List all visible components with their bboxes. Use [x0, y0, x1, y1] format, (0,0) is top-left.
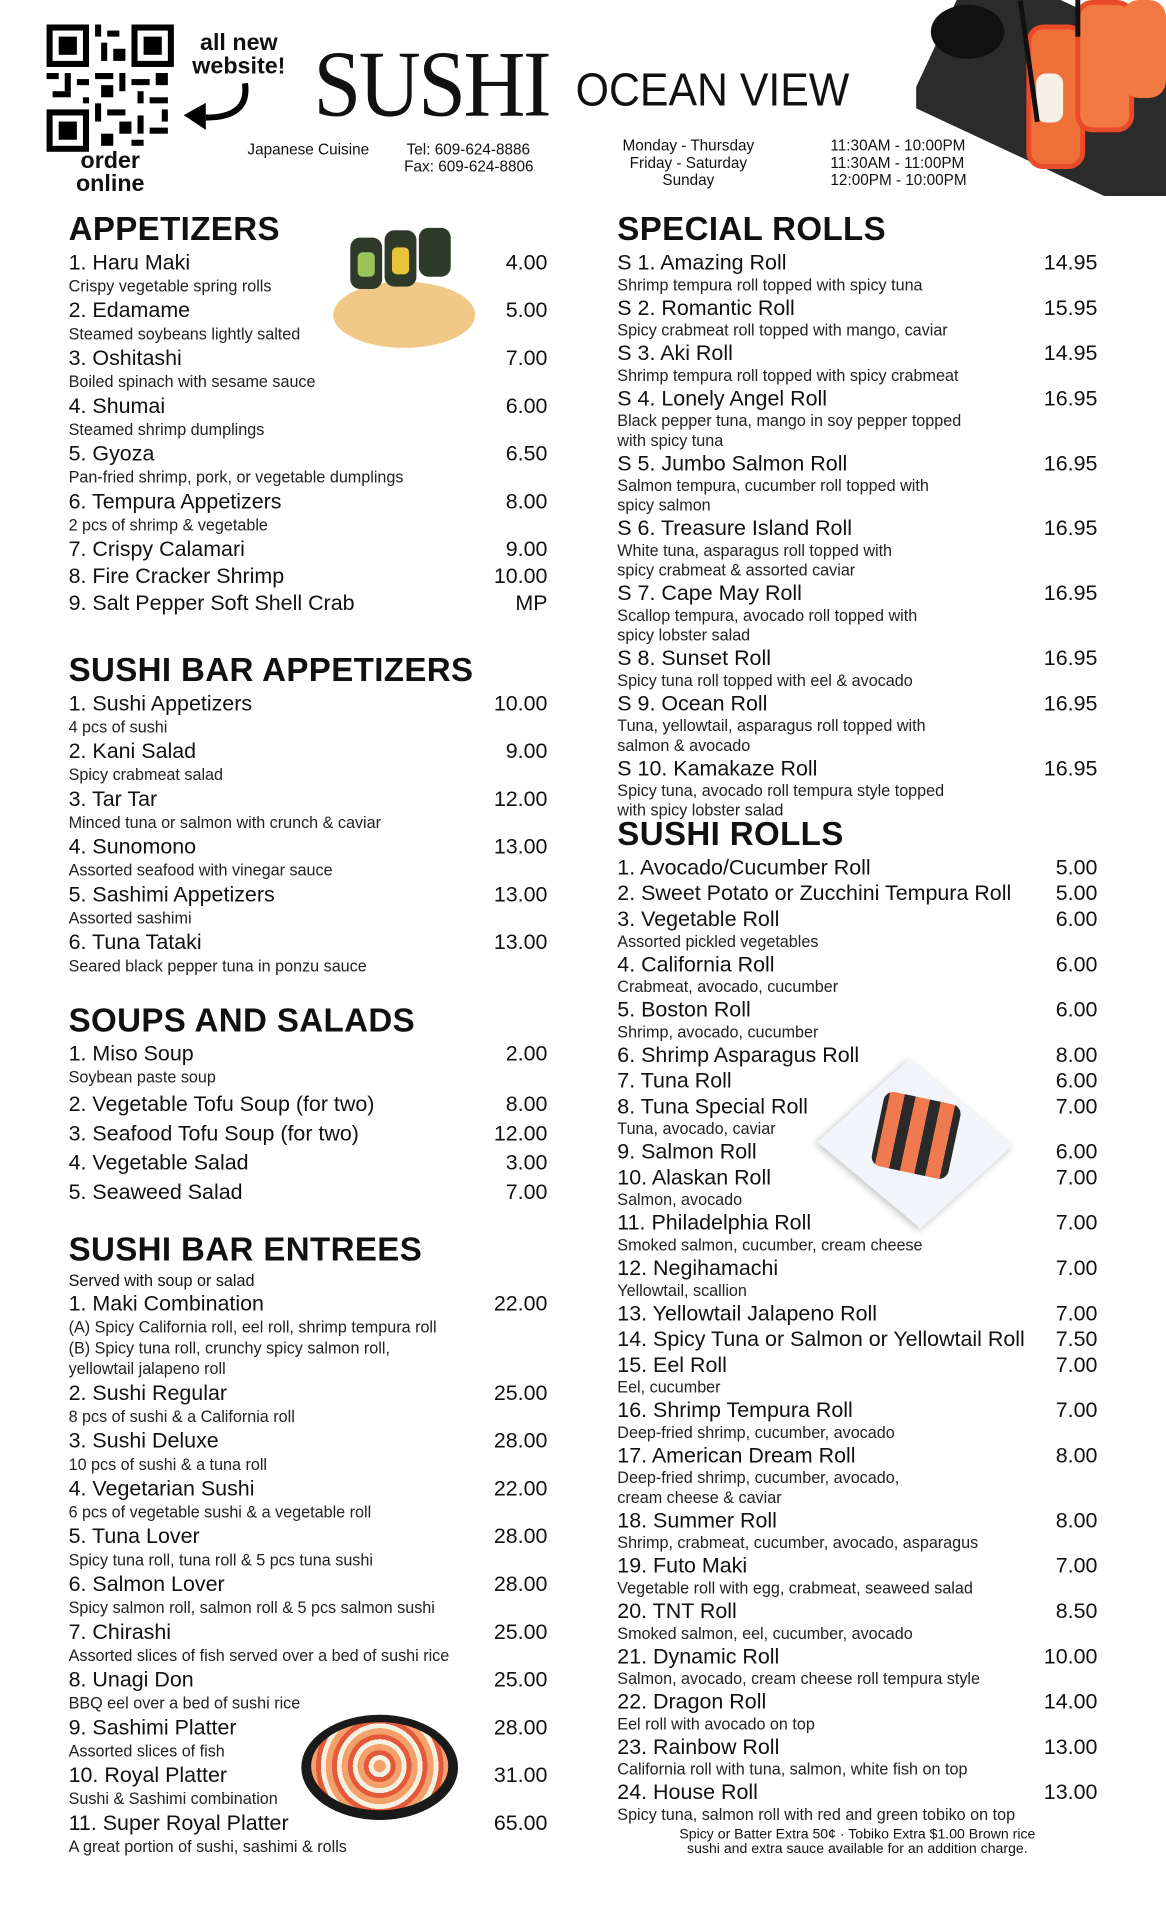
- item-name: 1. Miso Soup: [68, 1041, 194, 1066]
- item-price: 16.95: [1043, 690, 1098, 716]
- item-price: 15.95: [1043, 295, 1098, 320]
- maki-plate-photo: [823, 1066, 1019, 1225]
- item-description: Boiled spinach with sesame sauce: [68, 372, 316, 391]
- item-description: 4 pcs of sushi: [68, 717, 168, 737]
- menu-item: [617, 386, 1097, 451]
- item-description: Crispy vegetable spring rolls: [68, 276, 272, 296]
- menu-item: [617, 1689, 1097, 1734]
- item-name: 6. Salmon Lover: [68, 1571, 225, 1596]
- item-price: 14.95: [1043, 340, 1098, 365]
- menu-item: [69, 1619, 548, 1667]
- item-description: (A) Spicy California roll, eel roll, shrimp tempura roll: [68, 1317, 437, 1337]
- item-name: 3. Tar Tar: [68, 786, 158, 811]
- menu-item: [69, 489, 548, 537]
- item-name: 8. Unagi Don: [68, 1666, 194, 1692]
- item-description: Deep-fried shrimp, cucumber, avocado,: [617, 1468, 900, 1487]
- item-description: Salmon tempura, cucumber roll topped with: [617, 476, 929, 495]
- item-description: Steamed shrimp dumplings: [68, 420, 265, 439]
- item-price: 8.00: [1055, 1042, 1098, 1067]
- item-name: S 10. Kamakaze Roll: [617, 755, 818, 781]
- item-price: 8.00: [1055, 1442, 1098, 1468]
- item-description: Scallop tempura, avocado roll topped with: [617, 606, 918, 625]
- footer-note: [617, 1827, 1097, 1856]
- item-price: 14.95: [1043, 249, 1098, 275]
- brand-subtitle: OCEAN VIEW: [575, 64, 850, 117]
- section-title: SOUPS AND SALADS: [68, 1001, 416, 1039]
- item-price: 9.00: [505, 738, 548, 764]
- menu-item: [69, 1091, 548, 1118]
- item-name: 7. Tuna Roll: [617, 1068, 732, 1093]
- section-title: SUSHI BAR ENTREES: [68, 1230, 423, 1268]
- item-description: Eel, cucumber: [617, 1377, 721, 1397]
- menu-item: [617, 340, 1097, 385]
- menu-item: [69, 563, 548, 590]
- item-description: 6 pcs of vegetable sushi & a vegetable roll: [68, 1502, 372, 1522]
- item-name: 3. Vegetable Roll: [617, 906, 780, 931]
- item-description: salmon & avocado: [617, 736, 751, 755]
- menu-item: [617, 1443, 1097, 1508]
- menu-item: [69, 1041, 548, 1089]
- item-price: 8.00: [505, 488, 548, 514]
- item-name: 17. American Dream Roll: [617, 1442, 856, 1468]
- item-price: 8.00: [1055, 1507, 1098, 1533]
- menu-item: [617, 645, 1097, 690]
- item-price: 13.00: [1043, 1779, 1098, 1805]
- item-name: 11. Super Royal Platter: [68, 1810, 289, 1835]
- menu-item: [617, 906, 1097, 951]
- menu-item: [617, 581, 1097, 646]
- item-price: 28.00: [493, 1571, 548, 1596]
- item-name: 3. Seafood Tofu Soup (for two): [68, 1120, 359, 1146]
- section-title: SUSHI BAR APPETIZERS: [68, 651, 474, 689]
- item-description: spicy lobster salad: [617, 625, 751, 645]
- item-name: 3. Oshitashi: [68, 345, 182, 370]
- item-price: 7.00: [1055, 1093, 1098, 1119]
- item-description: Pan-fried shrimp, pork, or vegetable dumplings: [68, 467, 404, 487]
- item-description: Crabmeat, avocado, cucumber: [617, 977, 839, 996]
- item-name: 22. Dragon Roll: [617, 1688, 767, 1714]
- sushi-platter-photo: [301, 1715, 458, 1820]
- item-price: 6.00: [1055, 951, 1098, 977]
- item-description: spicy crabmeat & assorted caviar: [617, 560, 856, 580]
- item-name: 5. Boston Roll: [617, 996, 751, 1022]
- item-name: 2. Vegetable Tofu Soup (for two): [68, 1091, 375, 1116]
- menu-item: [617, 1734, 1097, 1779]
- item-description: Spicy tuna roll, tuna roll & 5 pcs tuna sushi: [68, 1550, 373, 1569]
- item-description: Minced tuna or salmon with crunch & caviar: [68, 813, 382, 832]
- item-name: 15. Eel Roll: [617, 1352, 727, 1377]
- item-price: 12.00: [493, 786, 548, 811]
- order-online-caption: order: [80, 148, 140, 174]
- item-price: 10.00: [493, 690, 548, 716]
- item-price: 8.50: [1055, 1598, 1098, 1623]
- sushi-bar-appetizers-section: [69, 652, 548, 978]
- section-title: APPETIZERS: [68, 210, 280, 248]
- item-description: Spicy crabmeat salad: [68, 765, 224, 784]
- phone-number[interactable]: Tel: 609-624-8886: [406, 140, 531, 158]
- item-name: 21. Dynamic Roll: [617, 1643, 780, 1669]
- item-price: 3.00: [505, 1150, 548, 1175]
- footer-line: sushi and extra sauce available for an addition charge.: [687, 1842, 1028, 1857]
- footer-line: Spicy or Batter Extra 50¢ · Tobiko Extra $1.00 Brown rice: [679, 1827, 1036, 1843]
- item-price: 28.00: [493, 1428, 548, 1453]
- menu-item: [617, 516, 1097, 581]
- item-price: 14.00: [1043, 1688, 1098, 1714]
- item-price: 5.00: [1055, 854, 1098, 880]
- fax-number: Fax: 609-624-8806: [404, 157, 534, 176]
- item-price: 16.95: [1043, 450, 1098, 476]
- menu-item: [617, 250, 1097, 295]
- menu-item: [617, 1508, 1097, 1553]
- item-price: 7.00: [1055, 1164, 1098, 1190]
- item-description: spicy salmon: [617, 496, 711, 515]
- menu-item: [617, 1042, 1097, 1068]
- menu-item: [617, 881, 1097, 907]
- item-description: Salmon, avocado: [617, 1190, 743, 1209]
- item-name: 5. Sashimi Appetizers: [68, 881, 275, 907]
- hours-time: 11:30AM - 10:00PM: [830, 137, 966, 155]
- item-name: 2. Kani Salad: [68, 738, 197, 764]
- item-description: Salmon, avocado, cream cheese roll tempura style: [617, 1669, 981, 1688]
- menu-item: [617, 1352, 1097, 1397]
- item-description: Steamed soybeans lightly salted: [68, 324, 301, 343]
- hours-time: 11:30AM - 11:00PM: [830, 154, 965, 172]
- menu-item: [617, 1255, 1097, 1300]
- item-price: 7.00: [1055, 1210, 1098, 1235]
- item-price: 16.95: [1043, 645, 1098, 670]
- item-price: 6.00: [1055, 1068, 1098, 1093]
- item-price: 6.00: [1055, 906, 1098, 931]
- item-price: 13.00: [493, 929, 548, 955]
- item-description: cream cheese & caviar: [617, 1488, 782, 1507]
- soups-salads-section: [69, 1002, 548, 1209]
- menu-item: [69, 1428, 548, 1476]
- item-description: Deep-fried shrimp, cucumber, avocado: [617, 1423, 895, 1442]
- item-description: BBQ eel over a bed of sushi rice: [68, 1693, 301, 1713]
- menu-item: [69, 590, 548, 617]
- item-name: 18. Summer Roll: [617, 1507, 777, 1533]
- item-description: Tuna, yellowtail, asparagus roll topped with: [617, 716, 926, 735]
- item-description: White tuna, asparagus roll topped with: [617, 541, 893, 560]
- item-price: 31.00: [493, 1762, 548, 1787]
- item-price: 12.00: [493, 1120, 548, 1146]
- section-title: SPECIAL ROLLS: [617, 210, 887, 248]
- menu-item: [69, 1380, 548, 1428]
- item-description: Smoked salmon, eel, cucumber, avocado: [617, 1624, 913, 1643]
- item-name: 5. Tuna Lover: [68, 1523, 200, 1549]
- item-price: 6.00: [505, 393, 548, 418]
- menu-item: [617, 855, 1097, 881]
- brand-title: SUSHI: [313, 33, 550, 137]
- item-name: 11. Philadelphia Roll: [617, 1210, 812, 1235]
- menu-item: [69, 930, 548, 978]
- item-name: 1. Maki Combination: [68, 1290, 264, 1316]
- item-description: Tuna, avocado, caviar: [617, 1119, 776, 1138]
- menu-item: [69, 882, 548, 930]
- item-description: Assorted seafood with vinegar sauce: [68, 861, 333, 880]
- item-price: 7.50: [1055, 1326, 1098, 1351]
- item-description: with spicy lobster salad: [617, 801, 784, 820]
- item-price: 4.00: [505, 249, 548, 275]
- item-name: 6. Shrimp Asparagus Roll: [617, 1042, 860, 1067]
- item-description: yellowtail jalapeno roll: [68, 1359, 226, 1378]
- item-name: 3. Sushi Deluxe: [68, 1428, 219, 1453]
- item-description: 10 pcs of sushi & a tuna roll: [68, 1455, 268, 1474]
- item-description: Shrimp, crabmeat, cucumber, avocado, asparagus: [617, 1533, 979, 1552]
- item-price: 22.00: [493, 1475, 548, 1501]
- menu-item: [69, 1179, 548, 1206]
- item-description: Eel roll with avocado on top: [617, 1714, 815, 1734]
- menu-item: [69, 1121, 548, 1148]
- item-name: 13. Yellowtail Jalapeno Roll: [617, 1300, 878, 1326]
- item-description: Assorted pickled vegetables: [617, 932, 819, 951]
- item-name: S 7. Cape May Roll: [617, 580, 802, 606]
- item-price: MP: [515, 590, 548, 615]
- item-description: A great portion of sushi, sashimi & rolls: [68, 1837, 347, 1856]
- item-name: 9. Sashimi Platter: [68, 1714, 237, 1740]
- hours-time: 12:00PM - 10:00PM: [830, 171, 967, 189]
- item-name: S 5. Jumbo Salmon Roll: [617, 450, 848, 476]
- item-name: 19. Futo Maki: [617, 1553, 748, 1578]
- item-name: 6. Tempura Appetizers: [68, 488, 282, 514]
- menu-item: [617, 1397, 1097, 1442]
- sushi-roll-photo: [916, 0, 1166, 196]
- item-description: Assorted sashimi: [68, 908, 192, 928]
- item-name: 2. Sushi Regular: [68, 1380, 228, 1405]
- item-name: 4. California Roll: [617, 951, 775, 977]
- item-price: 16.95: [1043, 755, 1098, 781]
- order-online-caption: online: [75, 171, 145, 198]
- item-name: 8. Tuna Special Roll: [617, 1093, 808, 1119]
- hours-days: Sunday: [662, 171, 715, 189]
- item-name: S 3. Aki Roll: [617, 340, 733, 365]
- item-price: 2.00: [505, 1041, 548, 1066]
- item-description: Soybean paste soup: [68, 1068, 216, 1087]
- item-name: 1. Sushi Appetizers: [68, 690, 253, 716]
- hours-days: Monday - Thursday: [622, 137, 755, 155]
- item-name: 9. Salt Pepper Soft Shell Crab: [68, 590, 355, 615]
- item-name: 20. TNT Roll: [617, 1598, 737, 1623]
- item-name: 5. Gyoza: [68, 440, 155, 466]
- item-description: Spicy tuna, salmon roll with red and green tobiko on top: [617, 1805, 1016, 1824]
- menu-item: [617, 952, 1097, 997]
- menu-item: [69, 441, 548, 489]
- item-price: 65.00: [493, 1810, 548, 1835]
- item-price: 16.95: [1043, 580, 1098, 606]
- menu-item: [617, 1326, 1097, 1352]
- item-description: Shrimp tempura roll topped with spicy tuna: [617, 275, 923, 294]
- cuisine-label: Japanese Cuisine: [247, 140, 370, 158]
- item-name: 16. Shrimp Tempura Roll: [617, 1397, 853, 1422]
- item-price: 28.00: [493, 1714, 548, 1740]
- item-description: Spicy salmon roll, salmon roll & 5 pcs salmon sushi: [68, 1598, 435, 1617]
- item-name: S 2. Romantic Roll: [617, 295, 795, 320]
- item-price: 7.00: [505, 1179, 548, 1204]
- item-price: 13.00: [493, 834, 548, 859]
- menu-item: [69, 345, 548, 393]
- item-name: 1. Haru Maki: [68, 249, 191, 275]
- menu-item: [69, 786, 548, 834]
- item-price: 7.00: [505, 345, 548, 370]
- item-price: 25.00: [493, 1619, 548, 1644]
- item-name: 14. Spicy Tuna or Salmon or Yellowtail Roll: [617, 1326, 1025, 1351]
- item-name: 10. Royal Platter: [68, 1762, 228, 1787]
- item-name: S 9. Ocean Roll: [617, 690, 768, 716]
- menu-item: [69, 536, 548, 563]
- item-name: 2. Edamame: [68, 297, 191, 323]
- item-price: 13.00: [493, 881, 548, 907]
- menu-item: [617, 1780, 1097, 1825]
- haru-maki-photo: [333, 228, 478, 350]
- item-price: 7.00: [1055, 1300, 1098, 1326]
- item-description: Shrimp, avocado, cucumber: [617, 1022, 819, 1042]
- item-price: 6.00: [1055, 1139, 1098, 1164]
- item-price: 8.00: [505, 1091, 548, 1116]
- item-description: with spicy tuna: [617, 431, 724, 450]
- item-name: 1. Avocado/Cucumber Roll: [617, 854, 871, 880]
- menu-item: [617, 1598, 1097, 1643]
- item-name: 5. Seaweed Salad: [68, 1179, 243, 1204]
- item-price: 16.95: [1043, 385, 1098, 411]
- item-price: 10.00: [1043, 1643, 1098, 1669]
- item-description: Assorted slices of fish: [68, 1741, 225, 1761]
- menu-item: [69, 1476, 548, 1524]
- item-price: 7.00: [1055, 1553, 1098, 1578]
- item-name: S 6. Treasure Island Roll: [617, 515, 853, 541]
- item-name: 6. Tuna Tataki: [68, 929, 202, 955]
- qr-code[interactable]: [47, 24, 174, 151]
- menu-item: [69, 834, 548, 882]
- item-name: S 8. Sunset Roll: [617, 645, 771, 670]
- item-description: Spicy tuna roll topped with eel & avocado: [617, 671, 913, 690]
- item-description: Spicy crabmeat roll topped with mango, caviar: [617, 320, 948, 340]
- item-description: Yellowtail, scallion: [617, 1281, 747, 1300]
- item-price: 5.00: [1055, 880, 1098, 906]
- item-price: 22.00: [493, 1290, 548, 1316]
- menu-item: [69, 1524, 548, 1572]
- item-price: 28.00: [493, 1523, 548, 1549]
- menu-item: [69, 1667, 548, 1715]
- special-rolls-section: [617, 211, 1097, 821]
- menu-item: [617, 1644, 1097, 1689]
- arrow-icon: [181, 81, 257, 132]
- item-price: 5.00: [505, 297, 548, 323]
- item-description: Spicy tuna, avocado roll tempura style topped: [617, 781, 945, 800]
- item-name: 4. Vegetable Salad: [68, 1150, 249, 1175]
- item-name: 10. Alaskan Roll: [617, 1164, 772, 1190]
- menu-item: [617, 451, 1097, 516]
- item-name: 12. Negihamachi: [617, 1255, 779, 1280]
- item-description: (B) Spicy tuna roll, crunchy spicy salmon roll,: [68, 1338, 390, 1358]
- item-description: 2 pcs of shrimp & vegetable: [68, 515, 268, 535]
- item-name: 7. Crispy Calamari: [68, 536, 245, 561]
- item-price: 10.00: [493, 563, 548, 588]
- item-description: Black pepper tuna, mango in soy pepper topped: [617, 411, 962, 430]
- item-name: 8. Fire Cracker Shrimp: [68, 563, 285, 588]
- item-price: 6.00: [1055, 996, 1098, 1022]
- menu-item: [617, 756, 1097, 821]
- hours-days: Friday - Saturday: [629, 154, 748, 172]
- item-name: 4. Sunomono: [68, 834, 197, 859]
- item-description: Assorted slices of fish served over a bed of sushi rice: [68, 1646, 450, 1665]
- menu-item: [617, 1553, 1097, 1598]
- item-price: 7.00: [1055, 1352, 1098, 1377]
- item-name: 9. Salmon Roll: [617, 1139, 757, 1164]
- item-price: 6.50: [505, 440, 548, 466]
- menu-item: [617, 1301, 1097, 1327]
- item-description: 8 pcs of sushi & a California roll: [68, 1407, 295, 1426]
- item-description: California roll with tuna, salmon, white fish on top: [617, 1760, 968, 1779]
- item-price: 7.00: [1055, 1397, 1098, 1422]
- menu-item: [617, 691, 1097, 756]
- menu-item: [69, 739, 548, 787]
- item-name: 4. Shumai: [68, 393, 166, 418]
- item-price: 7.00: [1055, 1255, 1098, 1280]
- item-description: Smoked salmon, cucumber, cream cheese: [617, 1235, 923, 1255]
- menu-item: [69, 691, 548, 739]
- item-price: 9.00: [505, 536, 548, 561]
- item-name: S 1. Amazing Roll: [617, 249, 787, 275]
- website-promo: all new website!: [192, 30, 286, 80]
- item-description: Seared black pepper tuna in ponzu sauce: [68, 956, 367, 975]
- item-name: 7. Chirashi: [68, 1619, 172, 1644]
- section-title: SUSHI ROLLS: [617, 815, 844, 853]
- menu-item: [69, 1150, 548, 1177]
- item-name: 24. House Roll: [617, 1779, 758, 1805]
- item-price: 25.00: [493, 1380, 548, 1405]
- menu-item: [617, 997, 1097, 1042]
- menu-item: [69, 393, 548, 441]
- menu-item: [69, 1291, 548, 1380]
- item-description: Vegetable roll with egg, crabmeat, seaweed salad: [617, 1578, 973, 1598]
- item-name: S 4. Lonely Angel Roll: [617, 385, 828, 411]
- menu-item: [69, 1571, 548, 1619]
- item-price: 25.00: [493, 1666, 548, 1692]
- item-description: Sushi & Sashimi combination: [68, 1789, 278, 1808]
- item-price: 13.00: [1043, 1734, 1098, 1759]
- item-name: 4. Vegetarian Sushi: [68, 1475, 255, 1501]
- item-name: 2. Sweet Potato or Zucchini Tempura Roll: [617, 880, 1012, 906]
- item-price: 16.95: [1043, 515, 1098, 541]
- section-note: Served with soup or salad: [68, 1271, 255, 1290]
- item-name: 23. Rainbow Roll: [617, 1734, 780, 1759]
- item-description: Shrimp tempura roll topped with spicy crabmeat: [617, 366, 959, 385]
- sushi-rolls-section: [617, 816, 1097, 1825]
- menu-item: [617, 295, 1097, 340]
